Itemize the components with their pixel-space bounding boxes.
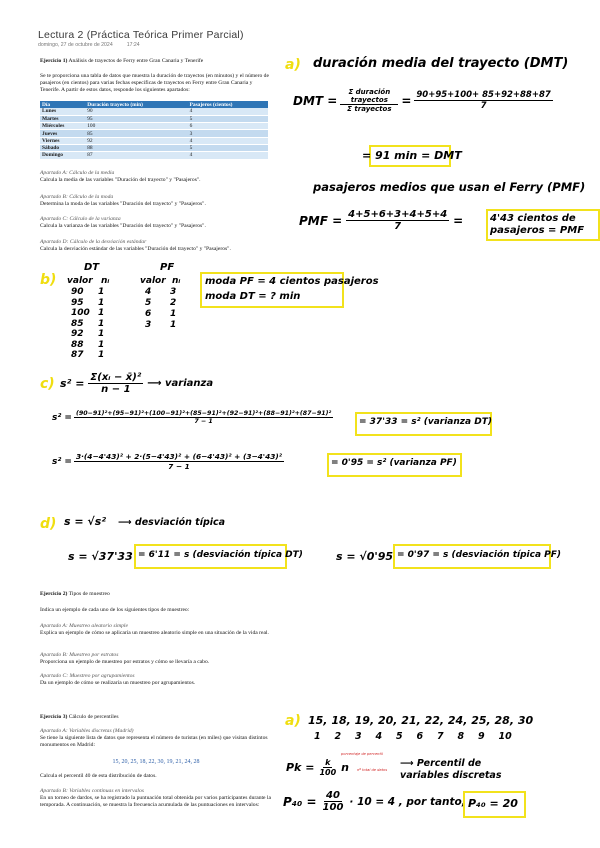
page-title: Lectura 2 (Práctica Teórica Primer Parcial) — [38, 29, 244, 41]
pk-formula — [286, 758, 349, 777]
pmf-fraction — [346, 209, 449, 232]
freq-value: 88 — [71, 339, 84, 350]
th-passengers: Pasajeros (cientos) — [188, 101, 268, 108]
stddev-note: ⟶ desviación típica — [118, 517, 226, 528]
ex3-apt-b-text: En un torneo de dardos, se ha registrado la puntuación total obtenida por varios participantes durante la temporada. A continuación, se muestra la frecuencia acumulada de las puntuaciones en intervalos: — [40, 795, 271, 808]
pmf-heading: pasajeros medios que usan el Ferry (PMF) — [313, 180, 586, 194]
stddev-pf-result: = 0'97 = s (desviación típica PF) — [397, 550, 562, 560]
cell-duration: 87 — [85, 152, 187, 159]
ex1-intro: Se te proporciona una tabla de datos que muestra la duración de trayectos (en minutos) y el número de pasajeros (en cientos) para varias fechas específicas de trayectos en Ferry entre Gran Canaria y Tenerife. A partir de estos datos, responde los siguientes apartados: — [40, 73, 269, 93]
rank-number: 7 — [437, 731, 444, 742]
freq-count: 1 — [98, 350, 105, 360]
ex1-apt-d-title: Apartado D: Cálculo de la desviación estándar — [40, 239, 147, 245]
ex2-apt-a — [40, 623, 285, 637]
freq-count: 1 — [98, 287, 105, 297]
cell-passengers: 5 — [188, 144, 268, 151]
cell-passengers: 5 — [188, 115, 268, 122]
stddev-pf-calc: s = √0'95 — [336, 550, 394, 563]
variance-den: n − 1 — [101, 384, 131, 395]
ex1-apt-b-title: Apartado B: Cálculo de la moda — [40, 194, 114, 200]
rank-number: 10 — [498, 731, 512, 742]
cell-duration: 92 — [85, 137, 187, 144]
pk-note-percentil: porcentaje de percentil — [341, 752, 383, 756]
dmt-fraction — [340, 88, 398, 113]
ex3-title — [40, 714, 272, 721]
dmt-den: Σ trayectos — [347, 105, 392, 113]
dmt-sum-fraction — [414, 90, 552, 111]
freq-value: 87 — [71, 350, 84, 360]
cell-day: Domingo — [40, 152, 85, 159]
ex1-title — [40, 58, 272, 65]
ex1-apt-c-text: Calcula la varianza de las variables "Duración del trayecto" y "Pasajeros". — [40, 223, 206, 229]
dmt-num: Σ duración trayectos — [340, 88, 398, 105]
page-date — [38, 42, 140, 48]
dmt-sum-den: 7 — [480, 101, 487, 111]
freq-count: 3 — [170, 287, 177, 297]
dmt-eq: = — [401, 93, 412, 108]
ex2-apt-b-title: Apartado B: Muestreo por estratos — [40, 652, 119, 658]
p40-fraction — [321, 790, 346, 813]
ex3-apt-a-question: Calcula el percentil 40 de esta distribución de datos. — [40, 773, 157, 779]
cell-passengers: 4 — [188, 152, 268, 159]
ex2-apt-c-title: Apartado C: Muestreo por agrupamientos — [40, 673, 135, 679]
p40-num: 40 — [326, 790, 340, 801]
ex1-apt-a — [40, 170, 272, 184]
notes-a-label: a) — [285, 57, 301, 73]
variance-dt-result: = 37'33 = s² (varianza DT) — [359, 417, 492, 427]
cell-passengers: 3 — [188, 130, 268, 137]
sorted-sequence: 15, 18, 19, 20, 21, 22, 24, 25, 28, 30 — [308, 714, 534, 727]
freq-value: 3 — [145, 320, 152, 330]
p40-rest: · 10 = 4 , por tanto, — [349, 795, 466, 808]
freq-count: 1 — [98, 339, 105, 350]
moda-dt: moda DT = ? min — [205, 291, 301, 302]
pk-note-total: nº total de datos — [357, 768, 388, 772]
table-row — [40, 123, 268, 130]
freq-value: 85 — [71, 318, 84, 329]
th-duration: Duración trayecto (min) — [85, 101, 187, 108]
p40-lhs: P₄₀ = — [283, 794, 317, 809]
ex2-title-rest: Tipos de muestreo — [67, 591, 110, 597]
rank-number: 6 — [416, 731, 424, 742]
ex2-apt-b-text: Proporciona un ejemplo de muestreo por estratos y cómo se llevaría a cabo. — [40, 659, 210, 665]
th-day: Día — [40, 101, 85, 108]
pmf-num: 4+5+6+3+4+5+4 — [348, 209, 448, 220]
dt-col-ni: nᵢ — [101, 276, 110, 286]
cell-duration: 100 — [85, 123, 187, 130]
freq-value: 100 — [71, 308, 90, 318]
ex1-apt-d-text: Calcula la desviación estándar de las variables "Duración del trayecto" y "Pasajeros". — [40, 246, 231, 252]
pf-col-valor: valor — [140, 276, 166, 286]
rank-number: 1 — [314, 731, 321, 742]
rank-number: 8 — [457, 731, 465, 742]
notes-c-label: c) — [40, 376, 55, 392]
cell-duration: 85 — [85, 130, 187, 137]
cell-day: Sábado — [40, 144, 85, 151]
ex3-sequence: 15, 20, 25, 18, 22, 30, 19, 21, 24, 28 — [112, 759, 200, 765]
time-text: 17:24 — [126, 42, 140, 48]
moda-pf: moda PF = 4 cientos pasajeros — [205, 276, 379, 287]
variance-pf-fraction — [74, 452, 284, 471]
variance-pf-result: = 0'95 = s² (varianza PF) — [331, 458, 457, 468]
stddev-dt-result: = 6'11 = s (desviación típica DT) — [138, 550, 303, 560]
dt-col-valor: valor — [67, 276, 93, 286]
ex1-title-rest: Análisis de trayectos de Ferry entre Gran Canaria y Tenerife — [67, 58, 204, 64]
cell-passengers: 4 — [188, 137, 268, 144]
trips-table-header — [40, 101, 268, 108]
cell-day: Miércoles — [40, 123, 85, 130]
variance-pf-num: 3·(4−4'43)² + 2·(5−4'43)² + (6−4'43)² + (3−4'43)² — [75, 452, 282, 461]
ex3-title-bold: Ejercicio 3) — [40, 714, 68, 720]
dmt-result: = 91 min = DMT — [362, 149, 462, 162]
ex3-apt-a-text: Se tiene la siguiente lista de datos que representa el número de turistas (en miles) que visitan distintos monumentos en Madrid: — [40, 735, 268, 748]
ex3-title-rest: Cálculo de percentiles — [67, 714, 119, 720]
table-row — [40, 144, 268, 151]
ex2-apt-a-text: Explica un ejemplo de cómo se aplicaría un muestreo aleatorio simple en una situación de la vida real. — [40, 630, 269, 636]
table-row — [40, 152, 268, 159]
variance-dt-num: (90−91)²+(95−91)²+(100−91)²+(85−91)²+(92−91)²+(88−91)²+(87−91)² — [75, 410, 332, 417]
date-text: domingo, 27 de octubre de 2024 — [38, 42, 113, 48]
ex2-apt-c-text: Da un ejemplo de cómo se realizaría un muestreo por agrupamientos. — [40, 680, 196, 686]
variance-num: Σ(xᵢ − x̄)² — [90, 372, 142, 383]
freq-value: 4 — [145, 287, 152, 297]
freq-value: 92 — [71, 329, 84, 339]
cell-day: Jueves — [40, 130, 85, 137]
notes-a-heading: duración media del trayecto (DMT) — [313, 56, 569, 71]
cell-duration: 90 — [85, 108, 187, 115]
pmf-lhs: PMF = — [299, 213, 343, 228]
freq-value: 95 — [71, 297, 84, 308]
pk-fraction — [317, 758, 338, 777]
freq-count: 2 — [170, 298, 177, 308]
ex1-title-bold: Ejercicio 1) — [40, 58, 68, 64]
notes-b-label: b) — [40, 272, 57, 288]
stddev-dt-calc: s = √37'33 — [68, 550, 133, 563]
pk-n: n — [341, 761, 349, 774]
p40-calc — [283, 790, 466, 813]
variance-formula — [60, 372, 213, 395]
ex1-apt-b-text: Determina la moda de las variables "Duración del trayecto" y "Pasajeros". — [40, 201, 206, 207]
freq-value: 5 — [145, 298, 152, 308]
cell-duration: 95 — [85, 115, 187, 122]
variance-dt-lhs: s² = — [52, 412, 72, 423]
pk-note: ⟶ Percentil de variables discretas — [400, 758, 502, 781]
variance-dt-calc — [52, 410, 333, 425]
ex3-apt-b — [40, 788, 272, 809]
freq-count: 1 — [98, 308, 105, 318]
pk-lhs: Pk = — [286, 761, 315, 774]
freq-value: 90 — [71, 287, 84, 297]
rank-number: 9 — [478, 731, 485, 742]
dmt-lhs: DMT = — [293, 93, 338, 108]
dmt-sum-num: 90+95+100+ 85+92+88+87 — [416, 90, 551, 100]
cell-passengers: 4 — [188, 108, 268, 115]
ex2-intro: Indica un ejemplo de cada uno de los siguientes tipos de muestreo: — [40, 607, 190, 613]
pmf-result: 4'43 cientos de pasajeros = PMF — [490, 213, 585, 236]
ex1-apt-a-text: Calcula la media de las variables "Duración del trayecto" y "Pasajeros". — [40, 177, 201, 183]
table-row — [40, 130, 268, 137]
variance-dt-den: 7 − 1 — [194, 418, 213, 425]
freq-count: 1 — [98, 318, 105, 329]
dt-title: DT — [84, 262, 100, 273]
cell-day: Lunes — [40, 108, 85, 115]
pmf-formula — [299, 209, 463, 232]
ex3-apt-a-title: Apartado A: Variables discretas (Madrid) — [40, 728, 134, 734]
variance-pf-calc — [52, 452, 284, 471]
rank-number: 4 — [375, 731, 383, 742]
ex2-title — [40, 591, 272, 598]
dmt-formula — [293, 88, 553, 113]
variance-dt-fraction — [74, 410, 333, 425]
ex1-apt-a-title: Apartado A: Cálculo de la media — [40, 170, 115, 176]
ex1-apt-d — [40, 239, 272, 253]
ex2-title-bold: Ejercicio 2) — [40, 591, 68, 597]
freq-count: 1 — [98, 329, 105, 339]
trips-table — [40, 101, 268, 160]
freq-count: 1 — [98, 297, 105, 308]
pk-num: k — [325, 758, 331, 767]
ex2-apt-b — [40, 652, 300, 666]
pmf-den: 7 — [394, 221, 402, 232]
table-row — [40, 115, 268, 122]
cell-passengers: 6 — [188, 123, 268, 130]
variance-note: ⟶ varianza — [147, 378, 214, 389]
freq-value: 6 — [145, 309, 152, 319]
cell-duration: 88 — [85, 144, 187, 151]
table-row — [40, 137, 268, 144]
pmf-eq: = — [453, 213, 464, 228]
variance-fraction — [88, 372, 143, 395]
variance-pf-den: 7 − 1 — [168, 462, 190, 471]
rank-number: 3 — [355, 731, 362, 742]
cell-day: Viernes — [40, 137, 85, 144]
pk-den: 100 — [319, 768, 337, 777]
ex2-apt-a-title: Apartado A: Muestreo aleatorio simple — [40, 623, 128, 629]
pf-title: PF — [160, 262, 175, 273]
stddev-formula: s = √s² — [64, 515, 107, 528]
rank-number: 2 — [334, 731, 342, 742]
ex3-apt-b-title: Apartado B: Variables continuas en intervalos — [40, 788, 144, 794]
freq-count: 1 — [170, 320, 177, 330]
variance-pf-lhs: s² = — [52, 456, 72, 467]
freq-count: 1 — [170, 309, 177, 319]
p40-result: P₄₀ = 20 — [468, 797, 518, 810]
variance-lhs: s² = — [60, 377, 85, 390]
table-row — [40, 108, 268, 115]
ex1-apt-c-title: Apartado C: Cálculo de la varianza — [40, 216, 121, 222]
cell-day: Martes — [40, 115, 85, 122]
ex1-apt-c — [40, 216, 272, 230]
p40-den: 100 — [322, 802, 344, 813]
ex3-apt-a — [40, 728, 272, 749]
ex1-apt-b — [40, 194, 272, 208]
ex2-apt-c — [40, 673, 300, 687]
notes-3a-label: a) — [285, 713, 301, 729]
pf-col-ni: nᵢ — [172, 276, 181, 286]
rank-number: 5 — [396, 731, 403, 742]
notes-d-label: d) — [40, 516, 57, 532]
